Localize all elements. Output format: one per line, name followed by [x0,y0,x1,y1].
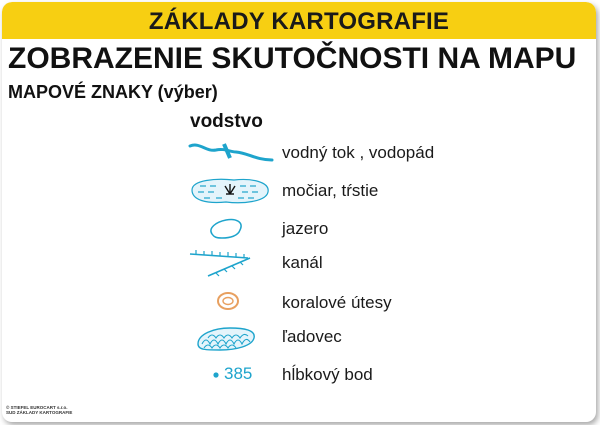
coral-reef-icon [186,288,276,318]
header-title: ZÁKLADY KARTOGRAFIE [148,8,450,35]
swamp-reeds-icon [186,176,276,206]
footer-credit [6,405,72,415]
legend-row-canal [2,248,596,278]
river-waterfall-icon [186,138,276,168]
legend-row-swamp [2,176,596,206]
legend-label-coral: koralové útesy [282,293,392,312]
legend-label-canal: kanál [282,253,323,272]
legend-label-swamp: močiar, tŕstie [282,181,379,200]
legend-row-glacier [2,322,596,352]
glacier-icon [186,322,276,352]
legend-label-depth: hĺbkový bod [282,365,373,384]
main-title: ZOBRAZENIE SKUTOČNOSTI NA MAPU [8,42,577,75]
legend-label-glacier: ľadovec [282,327,342,346]
legend-label-lake: jazero [282,219,329,238]
subtitle: MAPOVÉ ZNAKY (výber) [8,82,218,102]
footer-line-1: © STIEFEL EUROCART s.r.o. [6,405,68,410]
poster-card [2,2,596,422]
legend-label-river: vodný tok , vodopád [282,143,435,162]
legend-row-coral [2,288,596,318]
canal-icon [186,248,276,278]
lake-icon [186,214,276,244]
depth-value: 385 [224,364,253,383]
footer-line-2: SUD ZÁKLADY KARTOGRAFIE [6,410,73,415]
legend-row-depth [2,360,596,390]
legend-row-river [2,138,596,168]
section-title: vodstvo [190,111,263,132]
legend-row-lake [2,214,596,244]
